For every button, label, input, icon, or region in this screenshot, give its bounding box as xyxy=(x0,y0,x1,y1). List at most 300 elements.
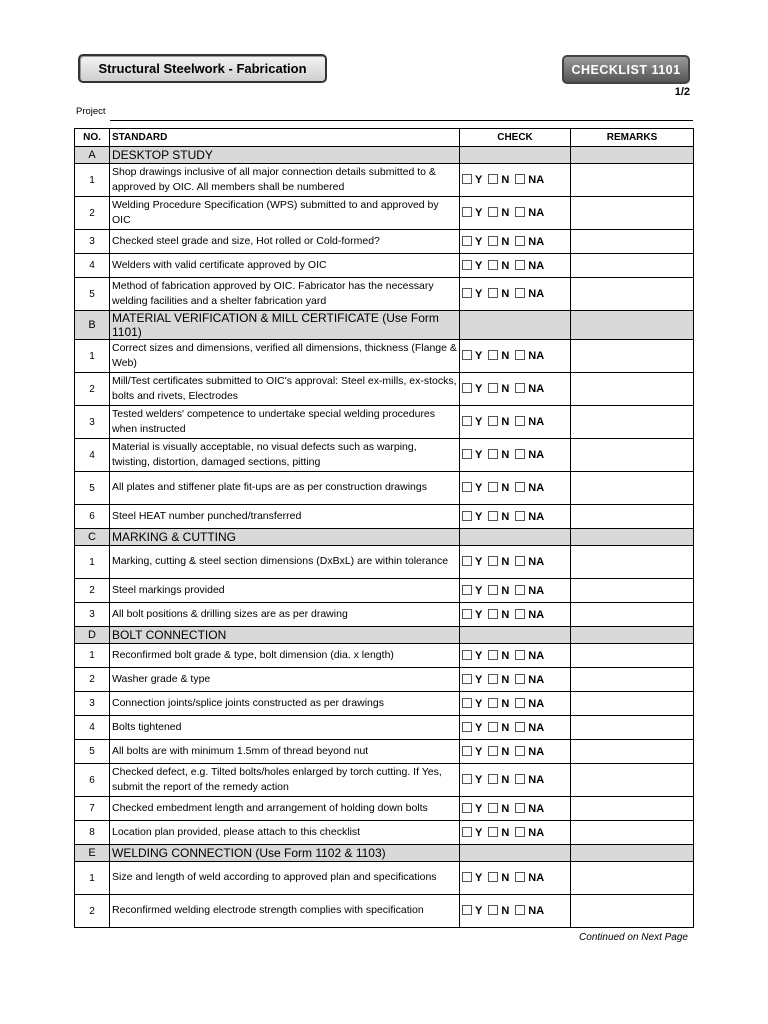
option-n[interactable] xyxy=(488,650,509,662)
item-check-options xyxy=(460,230,571,254)
checkbox-icon[interactable] xyxy=(515,585,525,595)
item-number: 1 xyxy=(75,340,110,373)
option-n[interactable] xyxy=(488,236,509,248)
option-na[interactable] xyxy=(515,416,544,428)
option-y[interactable] xyxy=(462,383,482,395)
checkbox-icon[interactable] xyxy=(462,746,472,756)
item-check-options xyxy=(460,546,571,579)
item-remarks-cell[interactable] xyxy=(571,740,694,764)
checklist-item-row xyxy=(75,505,694,529)
checkbox-icon[interactable] xyxy=(462,650,472,660)
option-label: NA xyxy=(528,482,545,494)
checklist-item-row xyxy=(75,472,694,505)
option-label: N xyxy=(501,235,510,248)
item-remarks-cell[interactable] xyxy=(571,406,694,439)
option-y[interactable] xyxy=(462,803,482,815)
checkbox-icon[interactable] xyxy=(488,827,498,837)
item-remarks-cell[interactable] xyxy=(571,546,694,579)
checkbox-icon[interactable] xyxy=(462,511,472,521)
section-letter: A xyxy=(75,147,110,164)
checkbox-icon[interactable] xyxy=(515,774,525,784)
option-label: Y xyxy=(475,745,483,758)
checkbox-icon[interactable] xyxy=(462,236,472,246)
option-label: NA xyxy=(528,416,545,428)
checklist-item-row xyxy=(75,740,694,764)
option-y[interactable] xyxy=(462,722,482,734)
checkbox-icon[interactable] xyxy=(488,674,498,684)
item-standard-text: Marking, cutting & steel section dimensions (DxBxL) are within tolerance xyxy=(110,546,460,579)
option-label: N xyxy=(501,905,510,917)
item-check-options xyxy=(460,668,571,692)
option-n[interactable] xyxy=(488,383,509,395)
option-n[interactable] xyxy=(488,698,509,710)
section-letter: D xyxy=(75,627,110,644)
form-title: Structural Steelwork - Fabrication xyxy=(78,54,327,83)
option-label: N xyxy=(501,556,510,568)
item-number: 1 xyxy=(75,164,110,197)
checkbox-icon[interactable] xyxy=(488,698,498,708)
option-y[interactable] xyxy=(462,236,482,248)
option-label: NA xyxy=(528,556,545,568)
section-remarks-cell xyxy=(571,529,694,546)
option-y[interactable] xyxy=(462,511,482,523)
option-na[interactable] xyxy=(515,674,544,686)
item-remarks-cell[interactable] xyxy=(571,895,694,928)
item-remarks-cell[interactable] xyxy=(571,644,694,668)
item-standard-text: Reconfirmed bolt grade & type, bolt dimension (dia. x length) xyxy=(110,644,460,668)
section-check-cell xyxy=(460,311,571,340)
option-label: N xyxy=(501,774,510,786)
item-remarks-cell[interactable] xyxy=(571,254,694,278)
option-n[interactable] xyxy=(488,774,509,786)
option-na[interactable] xyxy=(515,383,544,395)
section-remarks-cell xyxy=(571,311,694,340)
option-label: Y xyxy=(475,872,483,884)
item-remarks-cell[interactable] xyxy=(571,197,694,230)
checklist-item-row xyxy=(75,439,694,472)
option-n[interactable] xyxy=(488,449,509,461)
section-letter: E xyxy=(75,845,110,862)
checkbox-icon[interactable] xyxy=(515,511,525,521)
item-standard-text: Size and length of weld according to approved plan and specifications xyxy=(110,862,460,895)
option-na[interactable] xyxy=(515,260,544,272)
option-label: N xyxy=(501,207,510,219)
item-standard-text: All bolts are with minimum 1.5mm of thread beyond nut xyxy=(110,740,460,764)
option-n[interactable] xyxy=(488,260,509,272)
option-y[interactable] xyxy=(462,416,482,428)
checkbox-icon[interactable] xyxy=(515,698,525,708)
checkbox-icon[interactable] xyxy=(488,774,498,784)
item-remarks-cell[interactable] xyxy=(571,230,694,254)
item-number: 1 xyxy=(75,862,110,895)
option-y[interactable] xyxy=(462,350,482,362)
option-y[interactable] xyxy=(462,674,482,686)
item-check-options xyxy=(460,197,571,230)
option-na[interactable] xyxy=(515,585,544,597)
checkbox-icon[interactable] xyxy=(515,449,525,459)
item-remarks-cell[interactable] xyxy=(571,692,694,716)
item-number: 8 xyxy=(75,821,110,845)
item-check-options xyxy=(460,472,571,505)
item-remarks-cell[interactable] xyxy=(571,603,694,627)
checkbox-icon[interactable] xyxy=(462,482,472,492)
item-remarks-cell[interactable] xyxy=(571,439,694,472)
checkbox-icon[interactable] xyxy=(462,556,472,566)
table-header-row xyxy=(75,129,694,147)
option-label: NA xyxy=(528,288,545,300)
item-number: 6 xyxy=(75,764,110,797)
item-check-options xyxy=(460,764,571,797)
option-na[interactable] xyxy=(515,650,544,662)
item-standard-text: Checked steel grade and size, Hot rolled or Cold-formed? xyxy=(110,230,460,254)
checklist-item-row xyxy=(75,692,694,716)
item-number: 5 xyxy=(75,472,110,505)
option-label: NA xyxy=(528,510,545,523)
checkbox-icon[interactable] xyxy=(488,260,498,270)
option-n[interactable] xyxy=(488,872,509,884)
checkbox-icon[interactable] xyxy=(462,674,472,684)
option-y[interactable] xyxy=(462,288,482,300)
option-na[interactable] xyxy=(515,350,544,362)
checkbox-icon[interactable] xyxy=(515,350,525,360)
item-check-options xyxy=(460,406,571,439)
option-label: N xyxy=(501,584,510,597)
checkbox-icon[interactable] xyxy=(515,383,525,393)
option-label: N xyxy=(501,383,510,395)
checkbox-icon[interactable] xyxy=(515,746,525,756)
option-y[interactable] xyxy=(462,698,482,710)
checkbox-icon[interactable] xyxy=(488,556,498,566)
option-label: Y xyxy=(475,774,483,786)
item-standard-text: Shop drawings inclusive of all major connection details submitted to & approved by OIC. All members shall be numbered xyxy=(110,164,460,197)
checkbox-icon[interactable] xyxy=(462,803,472,813)
option-na[interactable] xyxy=(515,236,544,248)
option-n[interactable] xyxy=(488,722,509,734)
option-na[interactable] xyxy=(515,288,544,300)
option-label: N xyxy=(501,259,510,272)
item-check-options xyxy=(460,821,571,845)
checkbox-icon[interactable] xyxy=(515,416,525,426)
checkbox-icon[interactable] xyxy=(515,260,525,270)
checkbox-icon[interactable] xyxy=(462,905,472,915)
item-number: 2 xyxy=(75,373,110,406)
checkbox-icon[interactable] xyxy=(462,207,472,217)
option-na[interactable] xyxy=(515,609,544,621)
item-remarks-cell[interactable] xyxy=(571,764,694,797)
option-y[interactable] xyxy=(462,746,482,758)
option-na[interactable] xyxy=(515,872,544,884)
option-label: N xyxy=(501,350,510,362)
option-na[interactable] xyxy=(515,905,544,917)
item-standard-text: Welders with valid certificate approved by OIC xyxy=(110,254,460,278)
option-label: N xyxy=(501,510,510,523)
checklist-body xyxy=(75,147,694,928)
option-label: Y xyxy=(475,673,483,686)
checkbox-icon[interactable] xyxy=(488,650,498,660)
checkbox-icon[interactable] xyxy=(488,449,498,459)
option-label: NA xyxy=(528,207,545,219)
item-standard-text: Tested welders' competence to undertake special welding procedures when instructed xyxy=(110,406,460,439)
checkbox-icon[interactable] xyxy=(462,722,472,732)
option-na[interactable] xyxy=(515,746,544,758)
option-na[interactable] xyxy=(515,803,544,815)
item-remarks-cell[interactable] xyxy=(571,862,694,895)
option-n[interactable] xyxy=(488,288,509,300)
option-y[interactable] xyxy=(462,827,482,839)
option-na[interactable] xyxy=(515,207,544,219)
option-label: NA xyxy=(528,608,545,621)
item-remarks-cell[interactable] xyxy=(571,505,694,529)
option-y[interactable] xyxy=(462,609,482,621)
item-remarks-cell[interactable] xyxy=(571,797,694,821)
option-label: Y xyxy=(475,721,483,734)
checkbox-icon[interactable] xyxy=(488,207,498,217)
checkbox-icon[interactable] xyxy=(488,746,498,756)
section-check-cell xyxy=(460,147,571,164)
option-y[interactable] xyxy=(462,174,482,186)
item-check-options xyxy=(460,862,571,895)
option-n[interactable] xyxy=(488,556,509,568)
option-na[interactable] xyxy=(515,556,544,568)
option-label: Y xyxy=(475,556,483,568)
section-check-cell xyxy=(460,627,571,644)
item-number: 2 xyxy=(75,197,110,230)
item-check-options xyxy=(460,716,571,740)
option-label: Y xyxy=(475,649,483,662)
option-n[interactable] xyxy=(488,416,509,428)
option-label: Y xyxy=(475,510,483,523)
item-standard-text: Checked defect, e.g. Tilted bolts/holes enlarged by torch cutting. If Yes, submit the report of the remedy action xyxy=(110,764,460,797)
checkbox-icon[interactable] xyxy=(515,482,525,492)
checkbox-icon[interactable] xyxy=(488,383,498,393)
checkbox-icon[interactable] xyxy=(462,383,472,393)
checkbox-icon[interactable] xyxy=(462,585,472,595)
option-label: NA xyxy=(528,826,545,839)
checklist-item-row xyxy=(75,197,694,230)
checkbox-icon[interactable] xyxy=(488,609,498,619)
item-check-options xyxy=(460,164,571,197)
item-number: 3 xyxy=(75,692,110,716)
option-label: NA xyxy=(528,745,545,758)
checkbox-icon[interactable] xyxy=(462,260,472,270)
option-label: Y xyxy=(475,802,483,815)
option-label: NA xyxy=(528,872,545,884)
item-remarks-cell[interactable] xyxy=(571,164,694,197)
checkbox-icon[interactable] xyxy=(515,174,525,184)
item-check-options xyxy=(460,692,571,716)
option-label: Y xyxy=(475,449,483,461)
option-label: N xyxy=(501,608,510,621)
section-remarks-cell xyxy=(571,845,694,862)
item-remarks-cell[interactable] xyxy=(571,668,694,692)
checklist-item-row xyxy=(75,340,694,373)
checklist-item-row xyxy=(75,406,694,439)
section-letter: B xyxy=(75,311,110,340)
checkbox-icon[interactable] xyxy=(488,872,498,882)
option-label: NA xyxy=(528,905,545,917)
checkbox-icon[interactable] xyxy=(515,207,525,217)
checkbox-icon[interactable] xyxy=(488,905,498,915)
checkbox-icon[interactable] xyxy=(488,722,498,732)
option-y[interactable] xyxy=(462,872,482,884)
checkbox-icon[interactable] xyxy=(488,174,498,184)
item-number: 4 xyxy=(75,716,110,740)
item-number: 5 xyxy=(75,278,110,311)
checkbox-icon[interactable] xyxy=(515,674,525,684)
item-number: 2 xyxy=(75,579,110,603)
item-remarks-cell[interactable] xyxy=(571,716,694,740)
option-label: NA xyxy=(528,802,545,815)
option-label: Y xyxy=(475,288,483,300)
option-n[interactable] xyxy=(488,803,509,815)
checklist-item-row xyxy=(75,546,694,579)
checklist-item-row xyxy=(75,895,694,928)
checkbox-icon[interactable] xyxy=(462,774,472,784)
item-number: 4 xyxy=(75,439,110,472)
option-na[interactable] xyxy=(515,511,544,523)
item-remarks-cell[interactable] xyxy=(571,579,694,603)
checkbox-icon[interactable] xyxy=(515,288,525,298)
option-na[interactable] xyxy=(515,774,544,786)
checkbox-icon[interactable] xyxy=(488,288,498,298)
option-n[interactable] xyxy=(488,746,509,758)
section-title: WELDING CONNECTION (Use Form 1102 & 1103) xyxy=(110,845,460,862)
option-y[interactable] xyxy=(462,556,482,568)
checkbox-icon[interactable] xyxy=(462,416,472,426)
checkbox-icon[interactable] xyxy=(515,236,525,246)
checkbox-icon[interactable] xyxy=(462,827,472,837)
checkbox-icon[interactable] xyxy=(462,872,472,882)
option-n[interactable] xyxy=(488,827,509,839)
checkbox-icon[interactable] xyxy=(462,174,472,184)
item-standard-text: Mill/Test certificates submitted to OIC's approval: Steel ex-mills, ex-stocks, bolts and rivets, Electrodes xyxy=(110,373,460,406)
checkbox-icon[interactable] xyxy=(515,905,525,915)
item-remarks-cell[interactable] xyxy=(571,472,694,505)
option-na[interactable] xyxy=(515,174,544,186)
item-remarks-cell[interactable] xyxy=(571,821,694,845)
option-label: N xyxy=(501,288,510,300)
item-remarks-cell[interactable] xyxy=(571,340,694,373)
option-na[interactable] xyxy=(515,482,544,494)
option-n[interactable] xyxy=(488,207,509,219)
item-number: 3 xyxy=(75,603,110,627)
section-header-row xyxy=(75,627,694,644)
option-label: Y xyxy=(475,350,483,362)
item-check-options xyxy=(460,505,571,529)
section-title: DESKTOP STUDY xyxy=(110,147,460,164)
checkbox-icon[interactable] xyxy=(488,585,498,595)
item-check-options xyxy=(460,340,571,373)
item-check-options xyxy=(460,740,571,764)
option-na[interactable] xyxy=(515,722,544,734)
option-n[interactable] xyxy=(488,174,509,186)
option-y[interactable] xyxy=(462,905,482,917)
item-number: 3 xyxy=(75,406,110,439)
section-header-row xyxy=(75,147,694,164)
option-y[interactable] xyxy=(462,207,482,219)
checkbox-icon[interactable] xyxy=(515,722,525,732)
option-n[interactable] xyxy=(488,482,509,494)
option-y[interactable] xyxy=(462,260,482,272)
option-label: N xyxy=(501,721,510,734)
checkbox-icon[interactable] xyxy=(462,288,472,298)
option-label: N xyxy=(501,649,510,662)
checkbox-icon[interactable] xyxy=(462,609,472,619)
continued-note: Continued on Next Page xyxy=(579,932,688,943)
option-label: Y xyxy=(475,608,483,621)
checkbox-icon[interactable] xyxy=(515,872,525,882)
item-standard-text: Checked embedment length and arrangement of holding down bolts xyxy=(110,797,460,821)
section-check-cell xyxy=(460,845,571,862)
checkbox-icon[interactable] xyxy=(462,698,472,708)
item-standard-text: All bolt positions & drilling sizes are as per drawing xyxy=(110,603,460,627)
checkbox-icon[interactable] xyxy=(515,827,525,837)
option-n[interactable] xyxy=(488,609,509,621)
checklist-item-row xyxy=(75,230,694,254)
checkbox-icon[interactable] xyxy=(462,449,472,459)
section-title: MATERIAL VERIFICATION & MILL CERTIFICATE (Use Form 1101) xyxy=(110,311,460,340)
checkbox-icon[interactable] xyxy=(488,236,498,246)
project-field-line[interactable] xyxy=(110,120,693,121)
option-label: N xyxy=(501,697,510,710)
option-label: Y xyxy=(475,482,483,494)
option-n[interactable] xyxy=(488,905,509,917)
option-n[interactable] xyxy=(488,674,509,686)
checkbox-icon[interactable] xyxy=(488,482,498,492)
item-number: 1 xyxy=(75,546,110,579)
item-remarks-cell[interactable] xyxy=(571,278,694,311)
option-y[interactable] xyxy=(462,650,482,662)
option-label: N xyxy=(501,482,510,494)
section-letter: C xyxy=(75,529,110,546)
option-na[interactable] xyxy=(515,698,544,710)
checkbox-icon[interactable] xyxy=(488,511,498,521)
checklist-item-row xyxy=(75,862,694,895)
checkbox-icon[interactable] xyxy=(488,350,498,360)
option-y[interactable] xyxy=(462,482,482,494)
checkbox-icon[interactable] xyxy=(515,556,525,566)
option-label: NA xyxy=(528,774,545,786)
item-standard-text: Location plan provided, please attach to this checklist xyxy=(110,821,460,845)
checkbox-icon[interactable] xyxy=(515,803,525,813)
section-header-row xyxy=(75,845,694,862)
option-na[interactable] xyxy=(515,827,544,839)
option-label: N xyxy=(501,826,510,839)
option-label: N xyxy=(501,872,510,884)
section-header-row xyxy=(75,529,694,546)
checkbox-icon[interactable] xyxy=(515,650,525,660)
column-header-standard: STANDARD xyxy=(110,129,460,147)
option-na[interactable] xyxy=(515,449,544,461)
option-label: NA xyxy=(528,174,545,186)
option-y[interactable] xyxy=(462,774,482,786)
option-y[interactable] xyxy=(462,585,482,597)
checkbox-icon[interactable] xyxy=(488,416,498,426)
page-number: 1/2 xyxy=(674,86,690,98)
option-n[interactable] xyxy=(488,350,509,362)
checkbox-icon[interactable] xyxy=(462,350,472,360)
option-y[interactable] xyxy=(462,449,482,461)
item-standard-text: Material is visually acceptable, no visual defects such as warping, twisting, distortion, damaged sections, pitting xyxy=(110,439,460,472)
checklist-item-row xyxy=(75,716,694,740)
item-standard-text: Bolts tightened xyxy=(110,716,460,740)
checkbox-icon[interactable] xyxy=(515,609,525,619)
checkbox-icon[interactable] xyxy=(488,803,498,813)
option-n[interactable] xyxy=(488,511,509,523)
checklist-item-row xyxy=(75,373,694,406)
item-remarks-cell[interactable] xyxy=(571,373,694,406)
option-n[interactable] xyxy=(488,585,509,597)
